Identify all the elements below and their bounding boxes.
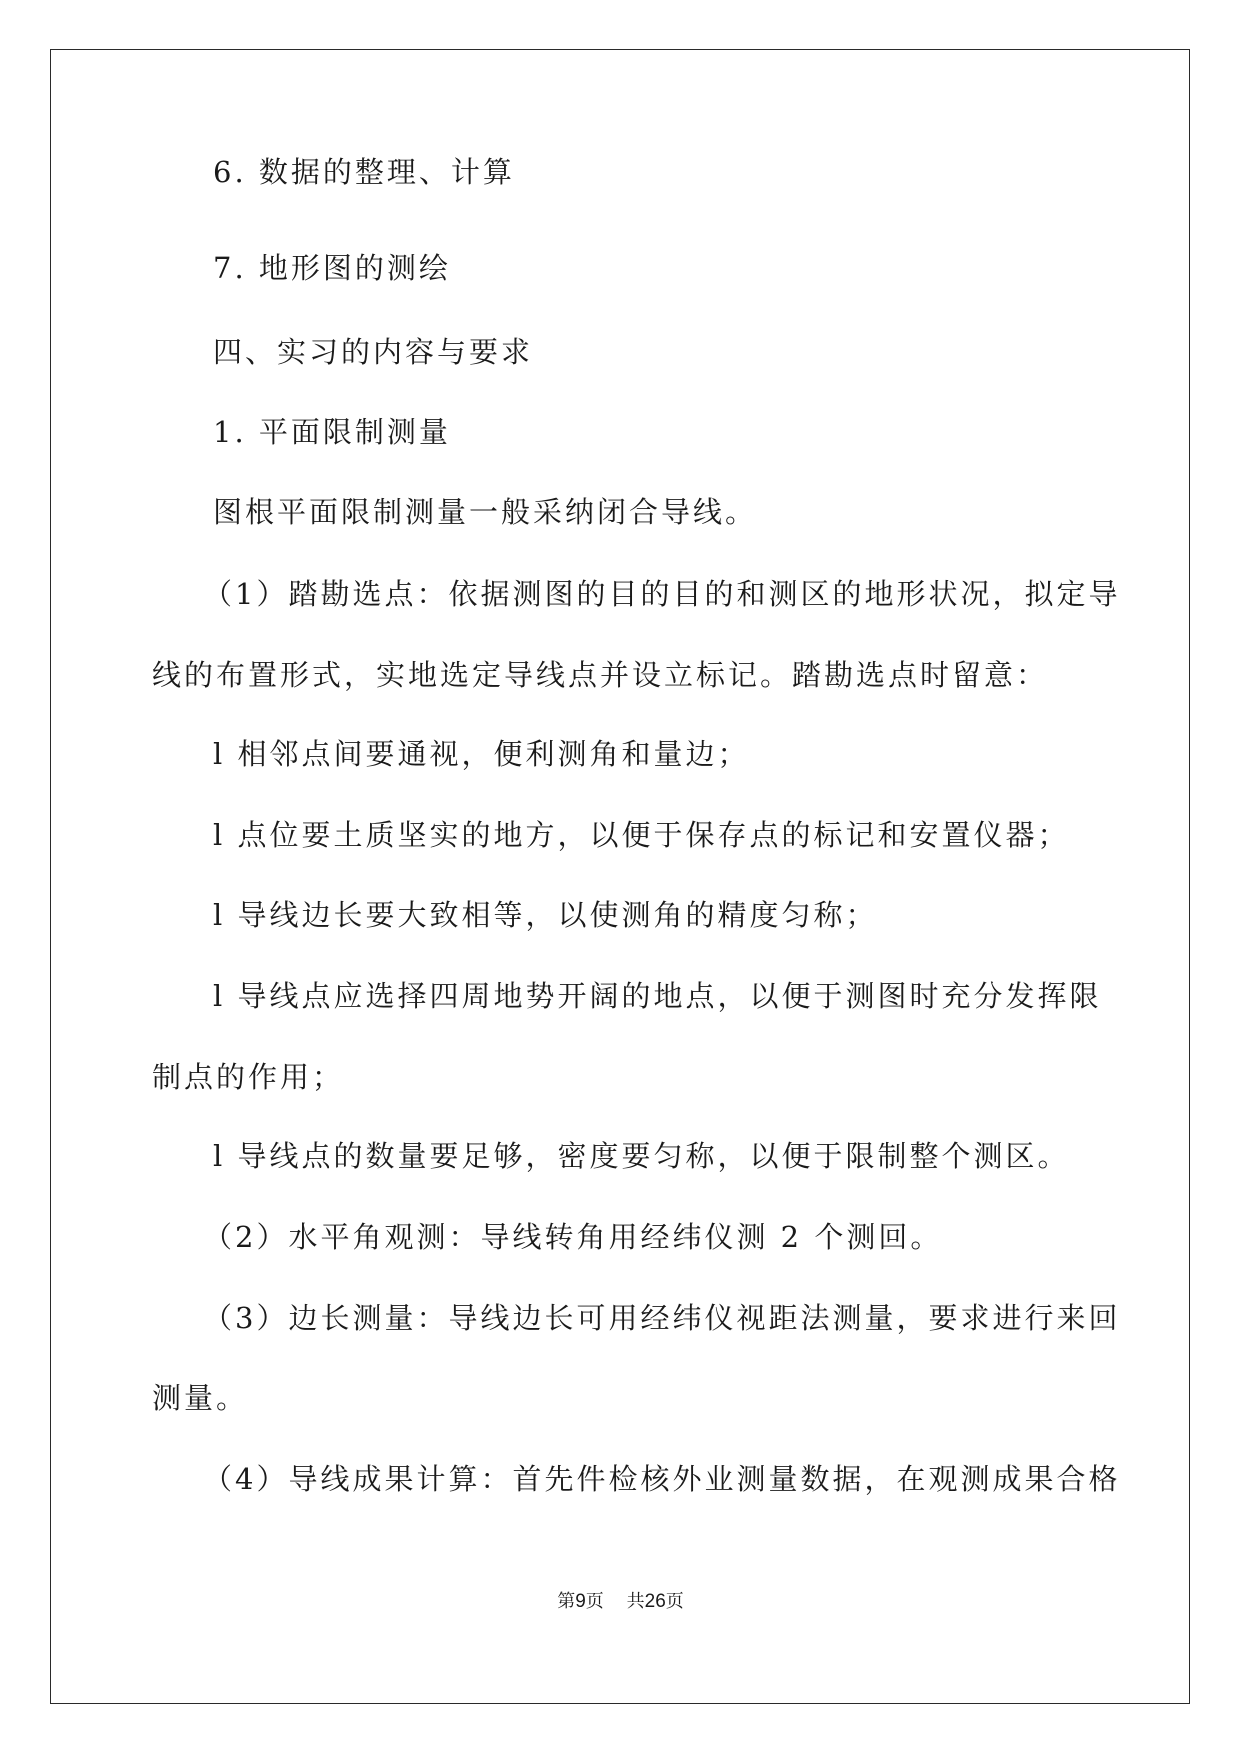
paragraph-step-4: （4）导线成果计算：首先件检核外业测量数据，在观测成果合格 bbox=[203, 1462, 1121, 1496]
paragraph-step-3-cont: 测量。 bbox=[152, 1381, 249, 1415]
footer-page-number: 9 bbox=[575, 1591, 586, 1612]
footer-page-total: 26 bbox=[644, 1591, 666, 1612]
footer-prefix: 第 bbox=[557, 1591, 576, 1612]
paragraph-step-1-cont: 线的布置形式，实地选定导线点并设立标记。踏勘选点时留意： bbox=[152, 658, 1049, 692]
list-item-6: 6. 数据的整理、计算 bbox=[213, 155, 515, 189]
bullet-item: l 相邻点间要通视，便利测角和量边； bbox=[213, 737, 750, 771]
section-heading: 四、实习的内容与要求 bbox=[213, 335, 534, 369]
page-border bbox=[50, 49, 1190, 1704]
bullet-item: l 导线边长要大致相等，以使测角的精度匀称； bbox=[213, 898, 878, 932]
bullet-item: l 导线点的数量要足够，密度要匀称，以便于限制整个测区。 bbox=[213, 1139, 1070, 1173]
paragraph-step-1: （1）踏勘选点：依据测图的目的目的和测区的地形状况，拟定导 bbox=[203, 577, 1121, 611]
footer-suffix: 页 bbox=[665, 1591, 684, 1612]
subsection-heading: 1. 平面限制测量 bbox=[213, 415, 451, 449]
bullet-item: l 点位要土质坚实的地方，以便于保存点的标记和安置仪器； bbox=[213, 818, 1070, 852]
paragraph-step-3: （3）边长测量：导线边长可用经纬仪视距法测量，要求进行来回 bbox=[203, 1301, 1121, 1335]
paragraph-step-2: （2）水平角观测：导线转角用经纬仪测 2 个测回。 bbox=[203, 1220, 943, 1254]
footer-mid: 页 共 bbox=[585, 1591, 645, 1612]
bullet-item-cont: 制点的作用； bbox=[152, 1060, 345, 1094]
page-footer bbox=[0, 1587, 1241, 1613]
paragraph: 图根平面限制测量一般采纳闭合导线。 bbox=[213, 495, 758, 529]
bullet-item: l 导线点应选择四周地势开阔的地点，以便于测图时充分发挥限 bbox=[213, 979, 1102, 1013]
list-item-7: 7. 地形图的测绘 bbox=[213, 251, 451, 285]
